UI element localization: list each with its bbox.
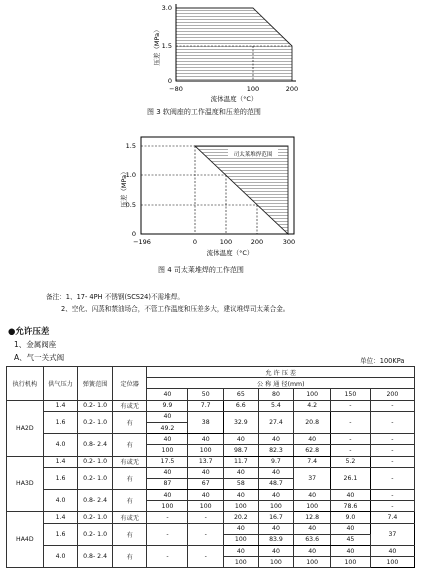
cell: 82.3 xyxy=(258,445,294,456)
fig3-ytick: 3.0 xyxy=(161,4,172,12)
cell: 20.2 xyxy=(224,512,259,523)
cell: 63.6 xyxy=(294,534,331,545)
cell: 20.8 xyxy=(294,411,331,433)
cell: 100 xyxy=(188,501,224,512)
cell: 0.2- 1.0 xyxy=(78,456,113,467)
cell: 17.5 xyxy=(147,456,188,467)
th-positioner: 定位器 xyxy=(112,367,147,401)
cell: 0.2- 1.0 xyxy=(78,512,113,523)
cell: 40 xyxy=(294,434,331,445)
cell: 5.2 xyxy=(330,456,370,467)
cell: - xyxy=(188,512,224,523)
fig3-ytick: 0 xyxy=(167,77,172,85)
fig4-ytick: 1.5 xyxy=(125,142,136,150)
section-sub-2: A、气一关式阀 xyxy=(14,353,65,362)
actuator-name: HA4D xyxy=(7,512,44,568)
cell: - xyxy=(370,445,414,456)
cell: 40 xyxy=(147,490,188,501)
table-row xyxy=(7,411,415,422)
fig3-region xyxy=(176,8,292,81)
cell: 40 xyxy=(330,523,370,534)
fig4-ytick: 1.0 xyxy=(125,171,136,179)
cell: 40 xyxy=(330,490,370,501)
cell: 1.4 xyxy=(43,512,78,523)
cell: 40 xyxy=(188,467,224,478)
figure-4-chart xyxy=(0,130,421,265)
cell: 100 xyxy=(147,501,188,512)
cell: 0.8- 2.4 xyxy=(78,490,113,512)
table-row xyxy=(7,434,415,445)
cell: 38 xyxy=(188,411,224,433)
cell: 6.6 xyxy=(224,400,259,411)
cell: - xyxy=(147,546,188,568)
cell: 40 xyxy=(147,434,188,445)
note-line-2: 2、空化、闪蒸和禁油场合，不管工作温度和压差多大，建议堆焊司太莱合金。 xyxy=(61,305,290,313)
cell: 40 xyxy=(258,523,294,534)
cell: - xyxy=(370,456,414,467)
cell: - xyxy=(370,411,414,433)
cell: 5.4 xyxy=(258,400,294,411)
actuator-name: HA2D xyxy=(7,400,44,456)
table-row xyxy=(7,400,415,411)
cell: 67 xyxy=(188,478,224,489)
cell: 40 xyxy=(224,523,259,534)
table-row xyxy=(7,512,415,523)
cell: 40 xyxy=(147,467,188,478)
cell: 40 xyxy=(188,434,224,445)
cell: 100 xyxy=(258,501,294,512)
cell: 37 xyxy=(370,523,414,545)
cell: - xyxy=(188,546,224,568)
fig3-xtick: 100 xyxy=(246,85,260,93)
th-supply: 供气压力 xyxy=(43,367,78,401)
cell: 0.8- 2.4 xyxy=(78,434,113,456)
cell: 45 xyxy=(330,534,370,545)
cell: 有或无 xyxy=(112,512,147,523)
fig4-xtick: 0 xyxy=(192,238,198,246)
cell: 100 xyxy=(224,501,259,512)
cell: 0.8- 2.4 xyxy=(78,546,113,568)
fig4-caption: 图 4 司太莱堆焊的工作范围 xyxy=(158,266,244,274)
cell: 83.9 xyxy=(258,534,294,545)
cell: 40 xyxy=(370,546,414,557)
th-size: 200 xyxy=(370,389,414,400)
cell: 40 xyxy=(188,490,224,501)
cell: 4.0 xyxy=(43,434,78,456)
note-line-1: 备注：1、17- 4PH 不锈钢(SCS24)不需堆焊。 xyxy=(46,293,184,301)
cell: 100 xyxy=(224,557,259,568)
fig4-xtick: 300 xyxy=(282,238,296,246)
cell: 7.4 xyxy=(370,512,414,523)
section-sub-1: 1、金属阀座 xyxy=(14,340,57,349)
cell: - xyxy=(370,467,414,489)
cell: 9.0 xyxy=(330,512,370,523)
cell: 1.4 xyxy=(43,456,78,467)
th-size: 100 xyxy=(294,389,331,400)
cell: 40 xyxy=(258,490,294,501)
cell: 100 xyxy=(294,557,331,568)
cell: 100 xyxy=(294,501,331,512)
fig4-xtick: 200 xyxy=(250,238,264,246)
fig4-region xyxy=(195,146,288,234)
cell: 100 xyxy=(330,557,370,568)
cell: 40 xyxy=(294,523,331,534)
cell: 58 xyxy=(224,478,259,489)
cell: 40 xyxy=(330,546,370,557)
cell: 40 xyxy=(224,467,259,478)
cell: 有 xyxy=(112,411,147,433)
fig4-xtick: 100 xyxy=(219,238,233,246)
section-title: ●允许压差 xyxy=(8,327,50,337)
unit-label: 单位：100KPa xyxy=(360,357,405,365)
fig3-xtick: −80 xyxy=(169,85,183,93)
cell: 1.6 xyxy=(43,467,78,489)
cell: - xyxy=(370,400,414,411)
cell: 0.2- 1.0 xyxy=(78,400,113,411)
cell: 62.8 xyxy=(294,445,331,456)
cell: - xyxy=(370,501,414,512)
allowed-pressure-table xyxy=(6,366,415,568)
cell: 1.6 xyxy=(43,523,78,545)
table-row xyxy=(7,456,415,467)
cell: 40 xyxy=(294,546,331,557)
fig4-annotation: 司太莱堆焊范围 xyxy=(233,152,273,158)
th-allowed: 允 许 压 差 xyxy=(147,367,415,378)
cell: 40 xyxy=(258,546,294,557)
cell: 12.8 xyxy=(294,512,331,523)
cell: 0.2- 1.0 xyxy=(78,467,113,489)
cell: 0.2- 1.0 xyxy=(78,523,113,545)
cell: 有 xyxy=(112,523,147,545)
cell: 40 xyxy=(258,467,294,478)
cell: 40 xyxy=(294,490,331,501)
cell: - xyxy=(330,400,370,411)
cell: 有 xyxy=(112,546,147,568)
table-row xyxy=(7,546,415,557)
cell: 有 xyxy=(112,490,147,512)
cell: 49.2 xyxy=(147,422,188,433)
cell: - xyxy=(370,434,414,445)
cell: - xyxy=(330,445,370,456)
cell: - xyxy=(370,490,414,501)
cell: 13.7 xyxy=(188,456,224,467)
cell: 40 xyxy=(224,490,259,501)
fig3-ytick: 1.5 xyxy=(161,42,172,50)
cell: - xyxy=(147,523,188,545)
cell: 7.7 xyxy=(188,400,224,411)
fig4-xlabel: 流体温度（°C） xyxy=(206,249,254,257)
fig4-ytick: 0 xyxy=(131,230,136,238)
fig3-xtick: 200 xyxy=(285,85,299,93)
fig4-ylabel: 压差（MPa） xyxy=(120,168,128,208)
cell: 0.2- 1.0 xyxy=(78,411,113,433)
cell: - xyxy=(330,411,370,433)
cell: 48.7 xyxy=(258,478,294,489)
cell: 11.7 xyxy=(224,456,259,467)
cell: 4.0 xyxy=(43,490,78,512)
cell: 40 xyxy=(224,434,259,445)
cell: 27.4 xyxy=(258,411,294,433)
fig4-xtick: −196 xyxy=(133,238,151,246)
cell: 100 xyxy=(188,445,224,456)
fig3-ylabel: 压差（MPa） xyxy=(153,26,161,66)
cell: 100 xyxy=(147,445,188,456)
cell: 100 xyxy=(258,557,294,568)
cell: 100 xyxy=(224,534,259,545)
cell: 37 xyxy=(294,467,331,489)
actuator-name: HA3D xyxy=(7,456,44,512)
cell: 有 xyxy=(112,434,147,456)
cell: 9.9 xyxy=(147,400,188,411)
cell: 40 xyxy=(147,411,188,422)
table-row xyxy=(7,523,415,534)
cell: 1.4 xyxy=(43,400,78,411)
cell: 16.7 xyxy=(258,512,294,523)
cell: 26.1 xyxy=(330,467,370,489)
cell: 有 xyxy=(112,467,147,489)
cell: 78.6 xyxy=(330,501,370,512)
figure-3-chart xyxy=(0,0,421,120)
fig3-caption: 图 3 软阀座的工作温度和压差的范围 xyxy=(147,108,261,116)
th-actuator: 执行机构 xyxy=(7,367,44,401)
table-row xyxy=(7,490,415,501)
cell: 98.7 xyxy=(224,445,259,456)
cell: 87 xyxy=(147,478,188,489)
cell: 有或无 xyxy=(112,400,147,411)
fig4-ytick: 0.5 xyxy=(125,201,136,209)
cell: 100 xyxy=(370,557,414,568)
th-size: 40 xyxy=(147,389,188,400)
cell: - xyxy=(147,512,188,523)
cell: 有或无 xyxy=(112,456,147,467)
fig3-xlabel: 流体温度（°C） xyxy=(210,95,258,103)
th-size: 150 xyxy=(330,389,370,400)
cell: - xyxy=(188,523,224,545)
cell: 32.9 xyxy=(224,411,259,433)
th-size: 50 xyxy=(188,389,224,400)
cell: 4.2 xyxy=(294,400,331,411)
th-nominal: 公 称 通 径(mm) xyxy=(147,378,415,389)
cell: 9.7 xyxy=(258,456,294,467)
cell: - xyxy=(330,434,370,445)
cell: 1.6 xyxy=(43,411,78,433)
table-row xyxy=(7,467,415,478)
th-spring: 弹簧范围 xyxy=(78,367,113,401)
th-size: 65 xyxy=(224,389,259,400)
th-size: 80 xyxy=(258,389,294,400)
cell: 4.0 xyxy=(43,546,78,568)
cell: 40 xyxy=(258,434,294,445)
cell: 7.4 xyxy=(294,456,331,467)
cell: 40 xyxy=(224,546,259,557)
